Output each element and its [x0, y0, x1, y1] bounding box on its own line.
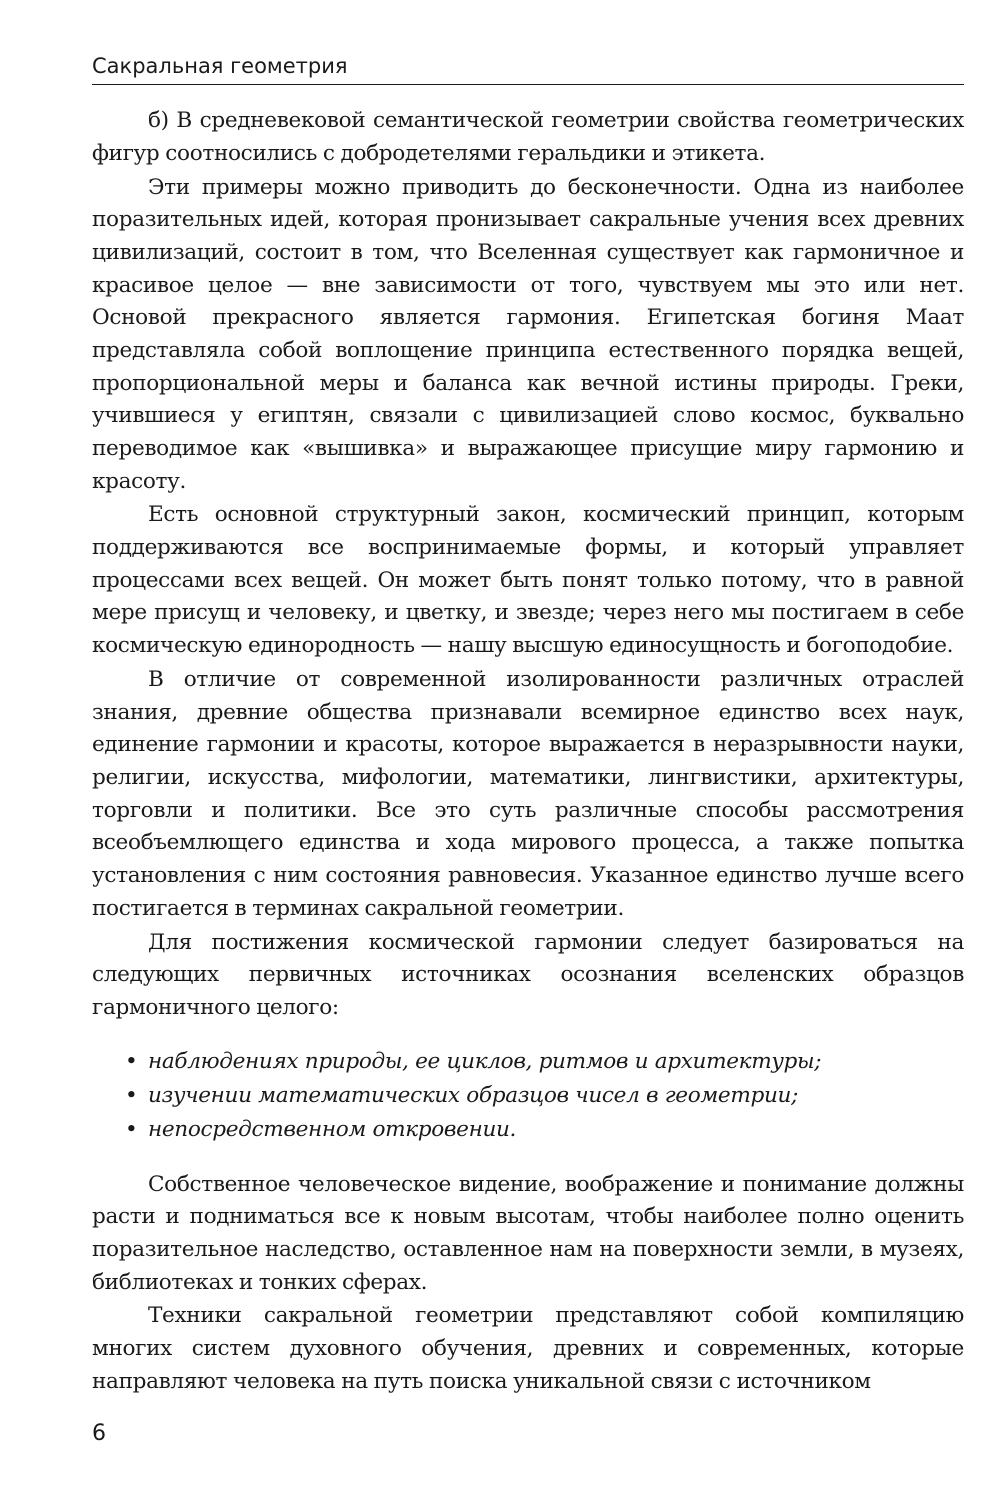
paragraph: Эти примеры можно приводить до бесконечности. Одна из наиболее поразительных идей, которая пронизывает сакральные учения всех древних цивилизаций, состоит в том, что Вселенная существует как гармоничное и красивое целое — вне зависимости от того, чувствуем мы это или нет. Основой прекрасного является гармония. Египетская богиня Маат представляла собой воплощение принципа естественного порядка вещей, пропорциональной меры и баланса как вечной истины природы. Греки, учившиеся у египтян, связали с цивилизацией слово космос, буквально переводимое как «вышивка» и выражающее присущие миру гармонию и красоту. — [92, 174, 964, 494]
list-item — [92, 1045, 964, 1079]
body-text — [92, 105, 964, 1400]
page-number: 6 — [92, 1421, 106, 1446]
bullet-icon: • — [125, 1082, 138, 1108]
paragraph: В отличие от современной изолированности различных отраслей знания, древние общества признавали всемирное единство всех наук, единение гармонии и красоты, которое выражается в неразрывности науки, религии, искусства, мифологии, математики, лингвистики, архитектуры, торговли и политики. Все это суть различные способы рассмотрения всеобъемлющего единства и хода мирового процесса, а также попытка установления с ним состояния равновесия. Указанное единство лучше всего постигается в терминах сакральной геометрии. — [92, 667, 964, 921]
bullet-icon: • — [125, 1116, 138, 1142]
list-item — [92, 1079, 964, 1113]
paragraph: б) В средневековой семантической геометрии свойства геометрических фигур соотносились с добродетелями геральдики и этикета. — [92, 108, 964, 166]
running-header: Сакральная геометрия — [92, 54, 348, 78]
list-item-text: наблюдениях природы, ее циклов, ритмов и архитектуры; — [148, 1048, 822, 1074]
paragraph: Собственное человеческое видение, воображение и понимание должны расти и подниматься все к новым высотам, чтобы наиболее полно оценить поразительное наследство, оставленное нам на поверхности земли, в музеях, библиотеках и тонких сферах. — [92, 1171, 964, 1295]
list-item-text: изучении математических образцов чисел в геометрии; — [148, 1082, 798, 1108]
bullet-list — [92, 1045, 964, 1147]
bullet-icon: • — [125, 1048, 138, 1074]
paragraph: Для постижения космической гармонии следует базироваться на следующих первичных источниках осознания вселенских образцов гармоничного целого: — [92, 929, 964, 1020]
list-item — [92, 1113, 964, 1147]
paragraph: Есть основной структурный закон, космический принцип, которым поддерживаются все воспринимаемые формы, и который управляет процессами всех вещей. Он может быть понят только потому, что в равной мере присущ и человеку, и цветку, и звезде; через него мы постигаем в себе космическую единородность — нашу высшую единосущность и богоподобие. — [92, 502, 964, 659]
list-item-text: непосредственном откровении. — [148, 1116, 517, 1142]
header-rule — [92, 84, 964, 85]
paragraph: Техники сакральной геометрии представляют собой компиляцию многих систем духовного обучения, древних и современных, которые направляют человека на путь поиска уникальной связи с источником — [92, 1303, 964, 1394]
